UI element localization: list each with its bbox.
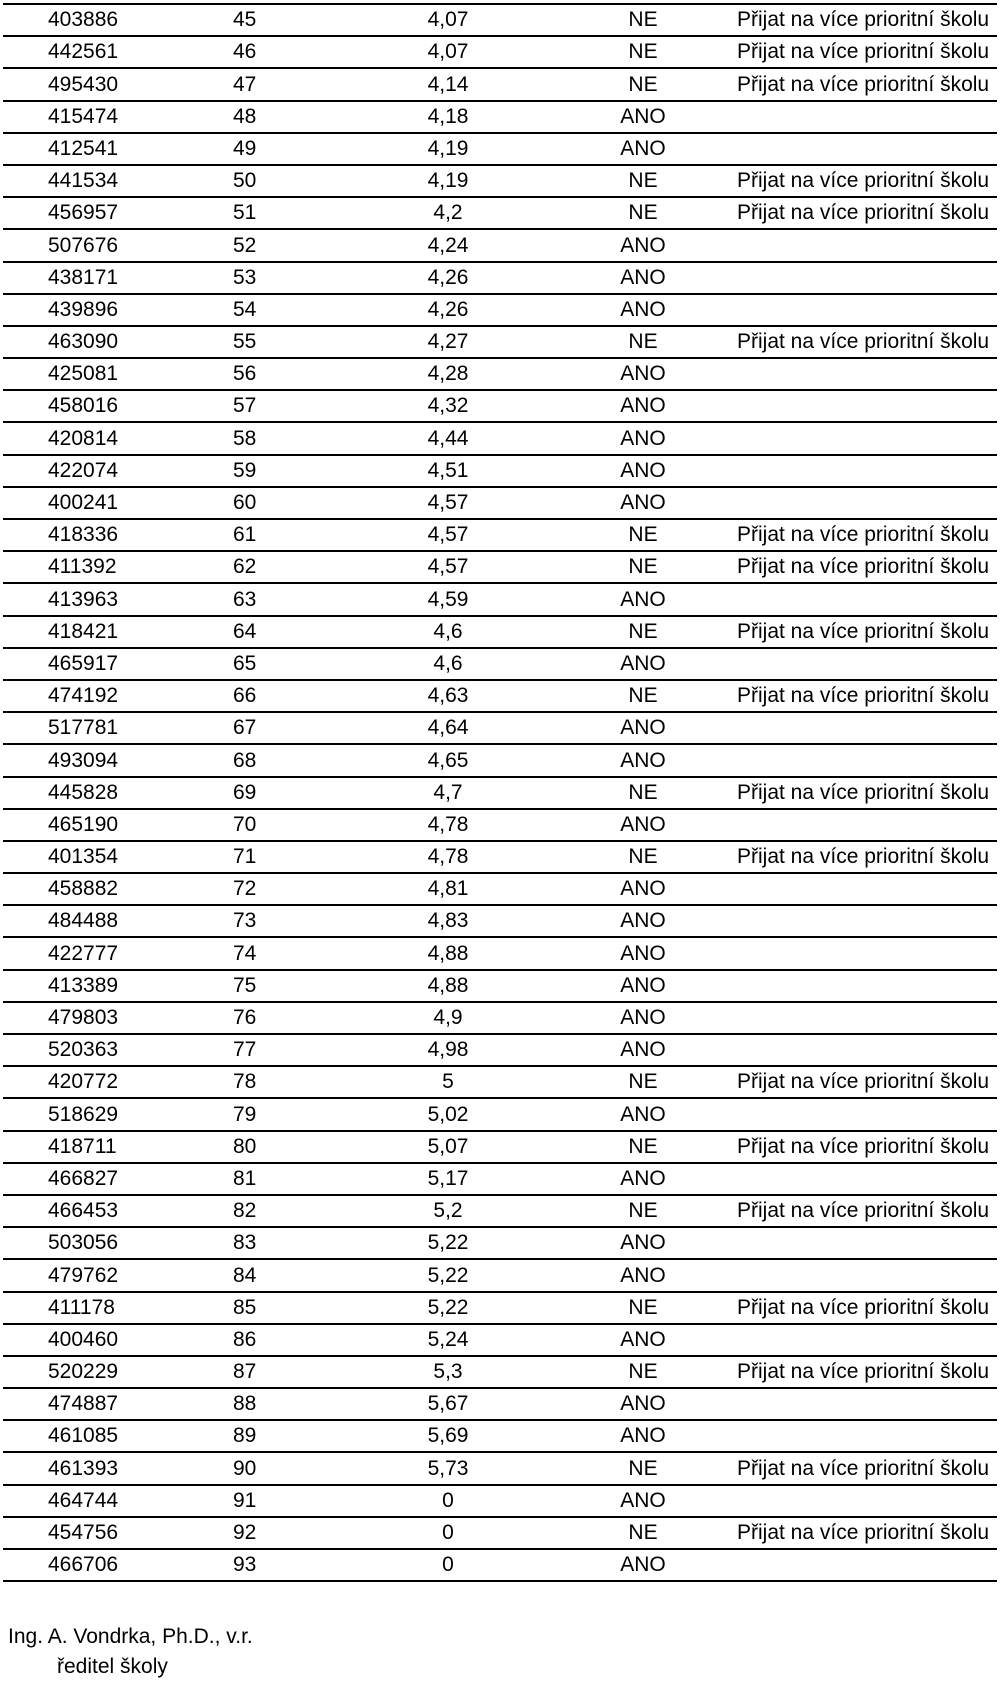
- admitted-cell: NE: [553, 36, 733, 68]
- table-row: [3, 455, 997, 487]
- score-cell: 4,88: [343, 970, 553, 1002]
- score-cell: 4,65: [343, 744, 553, 776]
- note-cell: [733, 583, 997, 615]
- rank-cell: 91: [188, 1485, 343, 1517]
- score-cell: 4,18: [343, 101, 553, 133]
- admitted-cell: ANO: [553, 133, 733, 165]
- note-cell: Přijat na více prioritní školu: [733, 1066, 997, 1098]
- note-cell: [733, 262, 997, 294]
- rank-cell: 82: [188, 1195, 343, 1227]
- applicant-id-cell: 479762: [3, 1259, 188, 1291]
- table-row: [3, 841, 997, 873]
- score-cell: 4,6: [343, 616, 553, 648]
- applicant-id-cell: 454756: [3, 1517, 188, 1549]
- table-row: [3, 809, 997, 841]
- score-cell: 4,81: [343, 873, 553, 905]
- rank-cell: 54: [188, 294, 343, 326]
- note-cell: [733, 1259, 997, 1291]
- note-cell: [733, 1420, 997, 1452]
- note-cell: [733, 487, 997, 519]
- rank-cell: 89: [188, 1420, 343, 1452]
- note-cell: Přijat na více prioritní školu: [733, 1452, 997, 1484]
- admitted-cell: ANO: [553, 1163, 733, 1195]
- score-cell: 5,07: [343, 1131, 553, 1163]
- table-row: [3, 712, 997, 744]
- applicant-id-cell: 418711: [3, 1131, 188, 1163]
- admitted-cell: ANO: [553, 809, 733, 841]
- table-row: [3, 1485, 997, 1517]
- admitted-cell: ANO: [553, 648, 733, 680]
- score-cell: 0: [343, 1485, 553, 1517]
- note-cell: Přijat na více prioritní školu: [733, 1131, 997, 1163]
- rank-cell: 66: [188, 680, 343, 712]
- note-cell: [733, 1485, 997, 1517]
- table-row: [3, 1259, 997, 1291]
- score-cell: 4,51: [343, 455, 553, 487]
- applicant-id-cell: 493094: [3, 744, 188, 776]
- rank-cell: 59: [188, 455, 343, 487]
- applicant-id-cell: 466827: [3, 1163, 188, 1195]
- admitted-cell: ANO: [553, 937, 733, 969]
- note-cell: [733, 133, 997, 165]
- score-cell: 5: [343, 1066, 553, 1098]
- note-cell: [733, 358, 997, 390]
- score-cell: 0: [343, 1549, 553, 1581]
- rank-cell: 73: [188, 905, 343, 937]
- note-cell: [733, 294, 997, 326]
- applicant-id-cell: 474192: [3, 680, 188, 712]
- applicant-id-cell: 464744: [3, 1485, 188, 1517]
- applicant-id-cell: 507676: [3, 229, 188, 261]
- score-cell: 5,67: [343, 1388, 553, 1420]
- rank-cell: 50: [188, 165, 343, 197]
- rank-cell: 61: [188, 519, 343, 551]
- note-cell: [733, 1034, 997, 1066]
- table-row: [3, 1163, 997, 1195]
- admitted-cell: NE: [553, 551, 733, 583]
- applicant-id-cell: 403886: [3, 4, 188, 36]
- rank-cell: 80: [188, 1131, 343, 1163]
- applicant-id-cell: 420772: [3, 1066, 188, 1098]
- table-row: [3, 101, 997, 133]
- applicant-id-cell: 418336: [3, 519, 188, 551]
- applicant-id-cell: 425081: [3, 358, 188, 390]
- applicant-id-cell: 441534: [3, 165, 188, 197]
- applicant-id-cell: 439896: [3, 294, 188, 326]
- applicant-id-cell: 517781: [3, 712, 188, 744]
- note-cell: [733, 101, 997, 133]
- table-row: [3, 165, 997, 197]
- note-cell: Přijat na více prioritní školu: [733, 551, 997, 583]
- table-row: [3, 1517, 997, 1549]
- applicant-id-cell: 520229: [3, 1356, 188, 1388]
- applicant-id-cell: 456957: [3, 197, 188, 229]
- applicant-id-cell: 442561: [3, 36, 188, 68]
- admitted-cell: ANO: [553, 1324, 733, 1356]
- admitted-cell: ANO: [553, 229, 733, 261]
- table-row: [3, 1066, 997, 1098]
- admitted-cell: ANO: [553, 358, 733, 390]
- admitted-cell: ANO: [553, 583, 733, 615]
- applicant-id-cell: 420814: [3, 422, 188, 454]
- score-cell: 4,07: [343, 4, 553, 36]
- rank-cell: 76: [188, 1002, 343, 1034]
- note-cell: [733, 455, 997, 487]
- note-cell: Přijat na více prioritní školu: [733, 841, 997, 873]
- score-cell: 4,27: [343, 326, 553, 358]
- note-cell: [733, 1163, 997, 1195]
- score-cell: 4,32: [343, 390, 553, 422]
- score-cell: 4,78: [343, 841, 553, 873]
- score-cell: 5,22: [343, 1259, 553, 1291]
- applicant-id-cell: 438171: [3, 262, 188, 294]
- table-row: [3, 648, 997, 680]
- admitted-cell: ANO: [553, 455, 733, 487]
- rank-cell: 74: [188, 937, 343, 969]
- table-row: [3, 1356, 997, 1388]
- table-row: [3, 616, 997, 648]
- score-cell: 5,02: [343, 1098, 553, 1130]
- score-cell: 4,59: [343, 583, 553, 615]
- admitted-cell: ANO: [553, 1549, 733, 1581]
- note-cell: Přijat na více prioritní školu: [733, 1292, 997, 1324]
- table-row: [3, 197, 997, 229]
- table-row: [3, 36, 997, 68]
- admitted-cell: ANO: [553, 1034, 733, 1066]
- rank-cell: 51: [188, 197, 343, 229]
- admitted-cell: ANO: [553, 101, 733, 133]
- note-cell: [733, 648, 997, 680]
- table-row: [3, 583, 997, 615]
- applicant-id-cell: 400241: [3, 487, 188, 519]
- applicant-id-cell: 466706: [3, 1549, 188, 1581]
- note-cell: [733, 712, 997, 744]
- note-cell: Přijat na více prioritní školu: [733, 680, 997, 712]
- rank-cell: 46: [188, 36, 343, 68]
- rank-cell: 48: [188, 101, 343, 133]
- score-cell: 5,73: [343, 1452, 553, 1484]
- rank-cell: 77: [188, 1034, 343, 1066]
- score-cell: 4,6: [343, 648, 553, 680]
- rank-cell: 79: [188, 1098, 343, 1130]
- applicant-id-cell: 413389: [3, 970, 188, 1002]
- score-cell: 4,07: [343, 36, 553, 68]
- admitted-cell: ANO: [553, 294, 733, 326]
- note-cell: [733, 1324, 997, 1356]
- admitted-cell: ANO: [553, 873, 733, 905]
- table-row: [3, 1195, 997, 1227]
- admitted-cell: NE: [553, 4, 733, 36]
- applicant-id-cell: 461393: [3, 1452, 188, 1484]
- rank-cell: 90: [188, 1452, 343, 1484]
- applicant-id-cell: 411178: [3, 1292, 188, 1324]
- admitted-cell: ANO: [553, 970, 733, 1002]
- score-cell: 4,19: [343, 133, 553, 165]
- rank-cell: 58: [188, 422, 343, 454]
- note-cell: Přijat na více prioritní školu: [733, 616, 997, 648]
- score-cell: 4,83: [343, 905, 553, 937]
- rank-cell: 83: [188, 1227, 343, 1259]
- note-cell: Přijat na více prioritní školu: [733, 326, 997, 358]
- table-row: [3, 4, 997, 36]
- rank-cell: 64: [188, 616, 343, 648]
- admitted-cell: NE: [553, 1452, 733, 1484]
- admitted-cell: ANO: [553, 1420, 733, 1452]
- table-row: [3, 1131, 997, 1163]
- score-cell: 4,24: [343, 229, 553, 261]
- note-cell: [733, 1227, 997, 1259]
- admitted-cell: NE: [553, 1292, 733, 1324]
- score-cell: 4,57: [343, 551, 553, 583]
- score-cell: 4,98: [343, 1034, 553, 1066]
- table-row: [3, 1388, 997, 1420]
- rank-cell: 81: [188, 1163, 343, 1195]
- note-cell: Přijat na více prioritní školu: [733, 1195, 997, 1227]
- signature-name: Ing. A. Vondrka, Ph.D., v.r.: [8, 1625, 253, 1648]
- score-cell: 5,22: [343, 1227, 553, 1259]
- signature-block: [8, 1622, 253, 1682]
- applicant-id-cell: 463090: [3, 326, 188, 358]
- rank-cell: 56: [188, 358, 343, 390]
- admitted-cell: NE: [553, 777, 733, 809]
- rank-cell: 53: [188, 262, 343, 294]
- table-row: [3, 262, 997, 294]
- applicant-id-cell: 418421: [3, 616, 188, 648]
- table-row: [3, 229, 997, 261]
- rank-cell: 72: [188, 873, 343, 905]
- rank-cell: 63: [188, 583, 343, 615]
- rank-cell: 87: [188, 1356, 343, 1388]
- admitted-cell: ANO: [553, 262, 733, 294]
- table-row: [3, 422, 997, 454]
- score-cell: 4,26: [343, 262, 553, 294]
- signature-title: ředitel školy: [57, 1655, 168, 1678]
- results-table-body: [3, 4, 997, 1581]
- applicant-id-cell: 422777: [3, 937, 188, 969]
- admitted-cell: ANO: [553, 712, 733, 744]
- table-row: [3, 358, 997, 390]
- rank-cell: 60: [188, 487, 343, 519]
- admitted-cell: NE: [553, 68, 733, 100]
- admitted-cell: NE: [553, 326, 733, 358]
- rank-cell: 65: [188, 648, 343, 680]
- table-row: [3, 294, 997, 326]
- admitted-cell: NE: [553, 841, 733, 873]
- admitted-cell: NE: [553, 1131, 733, 1163]
- score-cell: 5,3: [343, 1356, 553, 1388]
- rank-cell: 86: [188, 1324, 343, 1356]
- rank-cell: 49: [188, 133, 343, 165]
- admitted-cell: NE: [553, 1356, 733, 1388]
- note-cell: [733, 422, 997, 454]
- applicant-id-cell: 503056: [3, 1227, 188, 1259]
- rank-cell: 70: [188, 809, 343, 841]
- score-cell: 4,14: [343, 68, 553, 100]
- rank-cell: 57: [188, 390, 343, 422]
- applicant-id-cell: 412541: [3, 133, 188, 165]
- table-row: [3, 1002, 997, 1034]
- note-cell: [733, 1002, 997, 1034]
- score-cell: 4,57: [343, 519, 553, 551]
- admitted-cell: NE: [553, 519, 733, 551]
- table-row: [3, 1420, 997, 1452]
- table-row: [3, 551, 997, 583]
- rank-cell: 62: [188, 551, 343, 583]
- applicant-id-cell: 458016: [3, 390, 188, 422]
- table-row: [3, 1452, 997, 1484]
- score-cell: 4,28: [343, 358, 553, 390]
- admitted-cell: NE: [553, 197, 733, 229]
- applicant-id-cell: 484488: [3, 905, 188, 937]
- note-cell: [733, 390, 997, 422]
- admitted-cell: ANO: [553, 1098, 733, 1130]
- note-cell: [733, 937, 997, 969]
- applicant-id-cell: 400460: [3, 1324, 188, 1356]
- rank-cell: 52: [188, 229, 343, 261]
- score-cell: 4,57: [343, 487, 553, 519]
- applicant-id-cell: 518629: [3, 1098, 188, 1130]
- rank-cell: 68: [188, 744, 343, 776]
- applicant-id-cell: 401354: [3, 841, 188, 873]
- note-cell: [733, 970, 997, 1002]
- note-cell: [733, 744, 997, 776]
- applicant-id-cell: 466453: [3, 1195, 188, 1227]
- rank-cell: 69: [188, 777, 343, 809]
- score-cell: 4,19: [343, 165, 553, 197]
- table-row: [3, 680, 997, 712]
- note-cell: Přijat na více prioritní školu: [733, 68, 997, 100]
- table-row: [3, 1098, 997, 1130]
- score-cell: 4,64: [343, 712, 553, 744]
- admitted-cell: ANO: [553, 487, 733, 519]
- score-cell: 5,2: [343, 1195, 553, 1227]
- table-row: [3, 1034, 997, 1066]
- score-cell: 5,69: [343, 1420, 553, 1452]
- applicant-id-cell: 415474: [3, 101, 188, 133]
- table-row: [3, 326, 997, 358]
- table-row: [3, 1549, 997, 1581]
- admitted-cell: ANO: [553, 1227, 733, 1259]
- rank-cell: 84: [188, 1259, 343, 1291]
- note-cell: [733, 873, 997, 905]
- applicant-id-cell: 495430: [3, 68, 188, 100]
- applicant-id-cell: 413963: [3, 583, 188, 615]
- score-cell: 4,2: [343, 197, 553, 229]
- admitted-cell: ANO: [553, 1388, 733, 1420]
- table-row: [3, 487, 997, 519]
- score-cell: 5,22: [343, 1292, 553, 1324]
- applicant-id-cell: 465190: [3, 809, 188, 841]
- note-cell: Přijat na více prioritní školu: [733, 519, 997, 551]
- applicant-id-cell: 458882: [3, 873, 188, 905]
- score-cell: 4,7: [343, 777, 553, 809]
- table-row: [3, 1324, 997, 1356]
- admitted-cell: ANO: [553, 390, 733, 422]
- rank-cell: 75: [188, 970, 343, 1002]
- admitted-cell: ANO: [553, 1002, 733, 1034]
- score-cell: 5,17: [343, 1163, 553, 1195]
- table-row: [3, 519, 997, 551]
- note-cell: Přijat na více prioritní školu: [733, 165, 997, 197]
- table-row: [3, 1227, 997, 1259]
- admitted-cell: ANO: [553, 1259, 733, 1291]
- note-cell: [733, 1549, 997, 1581]
- applicant-id-cell: 465917: [3, 648, 188, 680]
- applicant-id-cell: 461085: [3, 1420, 188, 1452]
- admitted-cell: ANO: [553, 905, 733, 937]
- table-row: [3, 777, 997, 809]
- rank-cell: 71: [188, 841, 343, 873]
- results-table: [3, 3, 997, 1582]
- rank-cell: 78: [188, 1066, 343, 1098]
- admitted-cell: ANO: [553, 422, 733, 454]
- applicant-id-cell: 479803: [3, 1002, 188, 1034]
- note-cell: Přijat na více prioritní školu: [733, 36, 997, 68]
- score-cell: 4,44: [343, 422, 553, 454]
- table-row: [3, 1292, 997, 1324]
- table-row: [3, 133, 997, 165]
- admitted-cell: NE: [553, 616, 733, 648]
- table-row: [3, 905, 997, 937]
- rank-cell: 67: [188, 712, 343, 744]
- rank-cell: 47: [188, 68, 343, 100]
- admitted-cell: NE: [553, 1066, 733, 1098]
- admitted-cell: NE: [553, 165, 733, 197]
- note-cell: [733, 1388, 997, 1420]
- admitted-cell: NE: [553, 1195, 733, 1227]
- score-cell: 4,63: [343, 680, 553, 712]
- note-cell: Přijat na více prioritní školu: [733, 1356, 997, 1388]
- admitted-cell: ANO: [553, 744, 733, 776]
- table-row: [3, 937, 997, 969]
- table-row: [3, 390, 997, 422]
- score-cell: 4,26: [343, 294, 553, 326]
- note-cell: Přijat na více prioritní školu: [733, 197, 997, 229]
- applicant-id-cell: 520363: [3, 1034, 188, 1066]
- note-cell: Přijat na více prioritní školu: [733, 4, 997, 36]
- rank-cell: 88: [188, 1388, 343, 1420]
- applicant-id-cell: 411392: [3, 551, 188, 583]
- table-row: [3, 970, 997, 1002]
- rank-cell: 93: [188, 1549, 343, 1581]
- note-cell: [733, 229, 997, 261]
- applicant-id-cell: 422074: [3, 455, 188, 487]
- note-cell: Přijat na více prioritní školu: [733, 1517, 997, 1549]
- note-cell: [733, 809, 997, 841]
- table-row: [3, 744, 997, 776]
- table-row: [3, 873, 997, 905]
- score-cell: 4,9: [343, 1002, 553, 1034]
- applicant-id-cell: 445828: [3, 777, 188, 809]
- note-cell: Přijat na více prioritní školu: [733, 777, 997, 809]
- note-cell: [733, 1098, 997, 1130]
- score-cell: 4,78: [343, 809, 553, 841]
- rank-cell: 55: [188, 326, 343, 358]
- score-cell: 4,88: [343, 937, 553, 969]
- rank-cell: 92: [188, 1517, 343, 1549]
- score-cell: 0: [343, 1517, 553, 1549]
- rank-cell: 45: [188, 4, 343, 36]
- score-cell: 5,24: [343, 1324, 553, 1356]
- admitted-cell: NE: [553, 680, 733, 712]
- admitted-cell: NE: [553, 1517, 733, 1549]
- rank-cell: 85: [188, 1292, 343, 1324]
- admitted-cell: ANO: [553, 1485, 733, 1517]
- note-cell: [733, 905, 997, 937]
- applicant-id-cell: 474887: [3, 1388, 188, 1420]
- table-row: [3, 68, 997, 100]
